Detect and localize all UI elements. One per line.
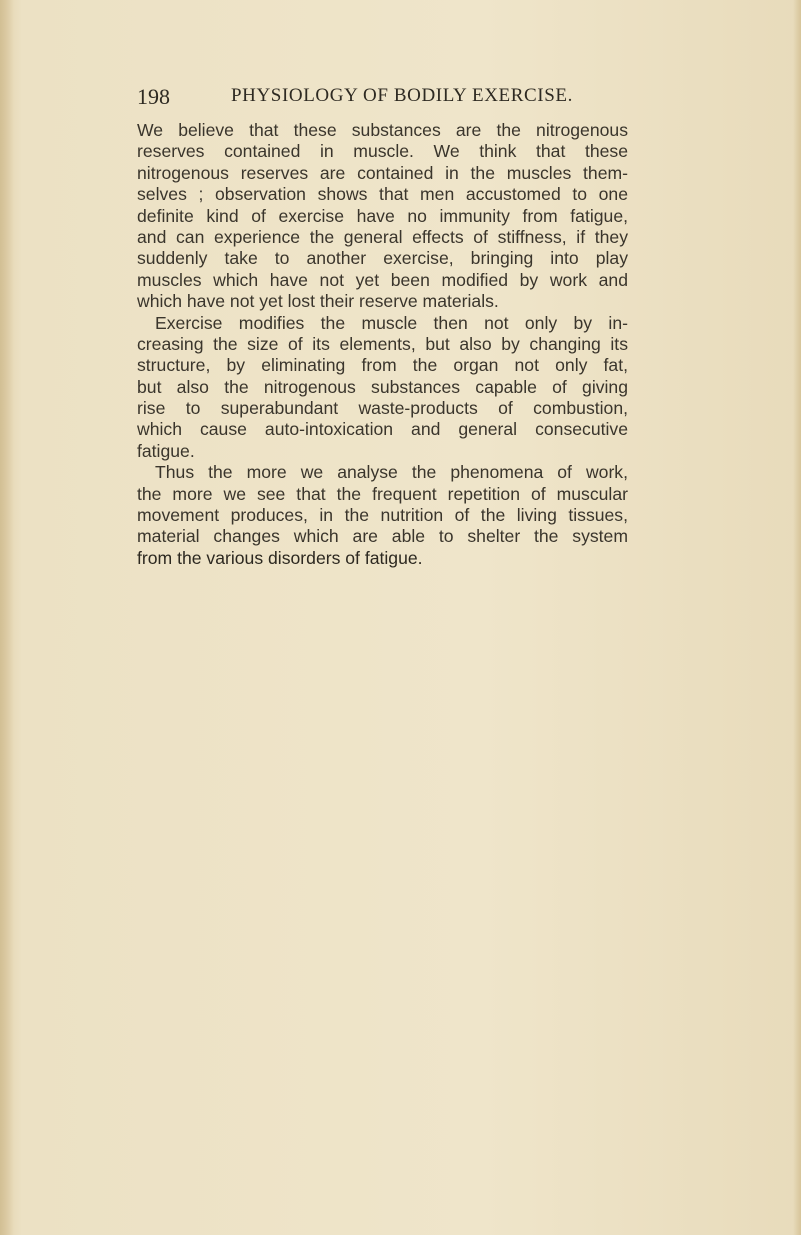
text-line: creasing the size of its elements, but also by changing its [137, 333, 628, 354]
text-line: which cause auto-intoxication and general consecutive [137, 419, 628, 440]
text-line: but also the nitrogenous substances capable of giving [137, 376, 628, 397]
page-edge [793, 0, 801, 1235]
paragraph [137, 462, 628, 569]
page-number: 198 [137, 84, 170, 109]
paragraph [137, 120, 628, 313]
text-line: Exercise modifies the muscle then not only by in- [155, 312, 628, 333]
text-line: muscles which have not yet been modified by work and [137, 269, 628, 290]
page-header [137, 84, 629, 112]
text-line: material changes which are able to shelter the system [137, 526, 628, 547]
text-line: the more we see that the frequent repetition of muscular [137, 483, 628, 504]
paragraph [137, 313, 628, 463]
gutter-shadow [0, 0, 14, 1235]
text-line: which have not yet lost their reserve materials. [137, 291, 499, 312]
text-line: selves ; observation shows that men accustomed to one [137, 184, 628, 205]
text-line: nitrogenous reserves are contained in the muscles them- [137, 162, 628, 183]
text-line: movement produces, in the nutrition of the living tissues, [137, 505, 628, 526]
text-line: Thus the more we analyse the phenomena of work, [155, 462, 628, 483]
text-line: structure, by eliminating from the organ not only fat, [137, 355, 628, 376]
text-line: reserves contained in muscle. We think that these [137, 141, 628, 162]
running-head: PHYSIOLOGY OF BODILY EXERCISE. [231, 85, 573, 106]
text-line: suddenly take to another exercise, bringing into play [137, 248, 628, 269]
text-line: from the various disorders of fatigue. [137, 547, 423, 568]
text-line: definite kind of exercise have no immunity from fatigue, [137, 205, 628, 226]
text-line: fatigue. [137, 440, 195, 461]
text-line: rise to superabundant waste-products of combustion, [137, 398, 628, 419]
text-line: We believe that these substances are the nitrogenous [137, 120, 628, 140]
text-line: and can experience the general effects of stiffness, if they [137, 226, 628, 247]
body-text [137, 120, 628, 569]
